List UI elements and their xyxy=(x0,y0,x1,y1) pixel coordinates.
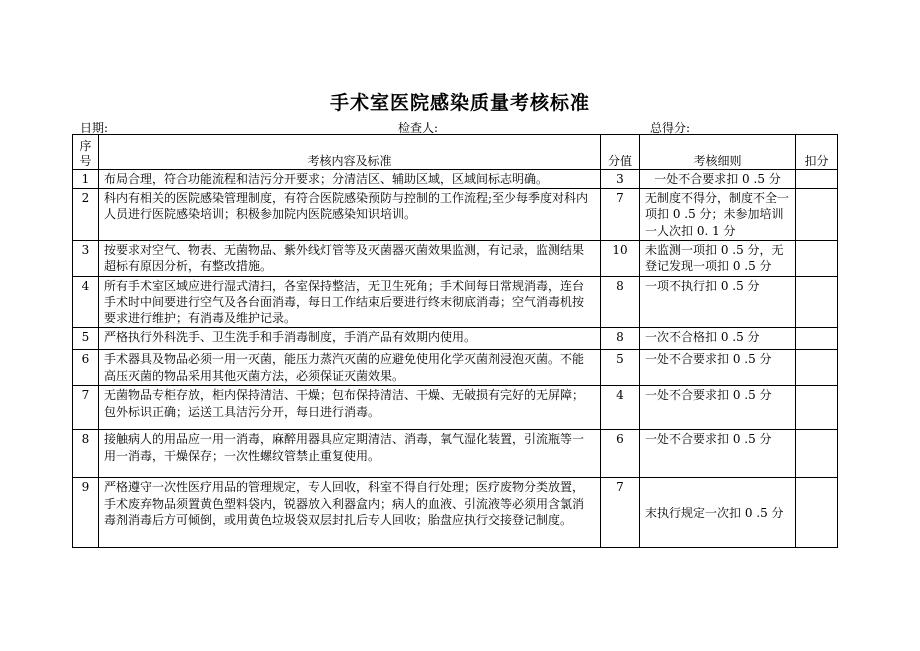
row-seq: 8 xyxy=(73,430,99,478)
table-row xyxy=(73,386,838,430)
header-seq: 序号 xyxy=(73,135,99,170)
row-content: 布局合理，符合功能流程和洁污分开要求；分清洁区、辅助区域，区域间标志明确。 xyxy=(99,170,601,189)
row-deduct xyxy=(796,170,838,189)
row-seq: 9 xyxy=(73,478,99,548)
row-detail: 未监测一项扣 0 .5 分，无登记发现一项扣 0 .5 分 xyxy=(640,240,796,276)
row-points: 7 xyxy=(601,478,640,548)
header-detail: 考核细则 xyxy=(640,135,796,170)
table-row xyxy=(73,478,838,548)
row-points: 6 xyxy=(601,430,640,478)
row-deduct xyxy=(796,328,838,350)
row-seq: 5 xyxy=(73,328,99,350)
table-row xyxy=(73,328,838,350)
row-points: 8 xyxy=(601,276,640,328)
date-label: 日期: xyxy=(80,121,109,135)
table-row xyxy=(73,240,838,276)
row-points: 8 xyxy=(601,328,640,350)
row-points: 3 xyxy=(601,170,640,189)
row-content: 无菌物品专柜存放，柜内保持清洁、干燥；包布保持清洁、干燥、无破损有完好的无屏障；包外标识正确；运送工具洁污分开，每日进行消毒。 xyxy=(99,386,601,430)
row-content: 所有手术室区域应进行湿式清扫，各室保持整洁，无卫生死角；手术间每日常规消毒，连台手术时中间要进行空气及各台面消毒，每日工作结束后要进行终末彻底消毒；空气消毒机按要求进行维护；有消毒及维护记录。 xyxy=(99,276,601,328)
inspector-label: 检查人: xyxy=(398,121,439,135)
assessment-table xyxy=(72,134,838,548)
header-row xyxy=(73,135,838,170)
row-deduct xyxy=(796,350,838,386)
row-deduct xyxy=(796,386,838,430)
row-content: 手术器具及物品必须一用一灭菌，能压力蒸汽灭菌的应避免使用化学灭菌剂浸泡灭菌。不能高压灭菌的物品采用其他灭菌方法，必须保证灭菌效果。 xyxy=(99,350,601,386)
row-deduct xyxy=(796,276,838,328)
row-points: 7 xyxy=(601,189,640,241)
row-deduct xyxy=(796,189,838,241)
row-detail: 一处不合要求扣 0 .5 分 xyxy=(640,430,796,478)
row-deduct xyxy=(796,478,838,548)
row-seq: 7 xyxy=(73,386,99,430)
row-seq: 3 xyxy=(73,240,99,276)
table-row xyxy=(73,350,838,386)
row-detail: 一处不合要求扣 0 .5 分 xyxy=(640,386,796,430)
row-content: 科内有相关的医院感染管理制度，有符合医院感染预防与控制的工作流程;至少每季度对科内人员进行医院感染培训；积极参加院内医院感染知识培训。 xyxy=(99,189,601,241)
header-content: 考核内容及标准 xyxy=(99,135,601,170)
table-row xyxy=(73,189,838,241)
row-seq: 2 xyxy=(73,189,99,241)
table-row xyxy=(73,276,838,328)
row-deduct xyxy=(796,240,838,276)
row-content: 严格遵守一次性医疗用品的管理规定，专人回收，科室不得自行处理；医疗废物分类放置，手术废弃物品须置黄色塑料袋内，锐器放入利器盒内；病人的血液、引流液等必须用含氯消毒剂消毒后方可倾倒，或用黄色垃圾袋双层封扎后专人回收；胎盘应执行交接登记制度。 xyxy=(99,478,601,548)
row-content: 按要求对空气、物表、无菌物品、紫外线灯管等及灭菌器灭菌效果监测，有记录，监测结果超标有原因分析，有整改措施。 xyxy=(99,240,601,276)
row-detail: 一处不合要求扣 0 .5 分 xyxy=(640,170,796,189)
row-content: 接触病人的用品应一用一消毒，麻醉用器具应定期清洁、消毒，氧气湿化装置，引流瓶等一用一消毒，干燥保存；一次性螺纹管禁止重复使用。 xyxy=(99,430,601,478)
header-deduct: 扣分 xyxy=(796,135,838,170)
row-points: 4 xyxy=(601,386,640,430)
row-seq: 4 xyxy=(73,276,99,328)
page-title: 手术室医院感染质量考核标准 xyxy=(329,92,590,114)
row-detail: 末执行规定一次扣 0 .5 分 xyxy=(640,478,796,548)
row-points: 5 xyxy=(601,350,640,386)
row-detail: 一项不执行扣 0 .5 分 xyxy=(640,276,796,328)
total-score-label: 总得分: xyxy=(650,121,691,135)
row-detail: 一处不合要求扣 0 .5 分 xyxy=(640,350,796,386)
row-detail: 无制度不得分，制度不全一项扣 0 .5 分；未参加培训一人次扣 0. 1 分 xyxy=(640,189,796,241)
header-points: 分值 xyxy=(601,135,640,170)
row-seq: 6 xyxy=(73,350,99,386)
row-deduct xyxy=(796,430,838,478)
row-detail: 一次不合格扣 0 .5 分 xyxy=(640,328,796,350)
row-content: 严格执行外科洗手、卫生洗手和手消毒制度，手消产品有效期内使用。 xyxy=(99,328,601,350)
row-points: 10 xyxy=(601,240,640,276)
table-row xyxy=(73,430,838,478)
row-seq: 1 xyxy=(73,170,99,189)
table-row xyxy=(73,170,838,189)
